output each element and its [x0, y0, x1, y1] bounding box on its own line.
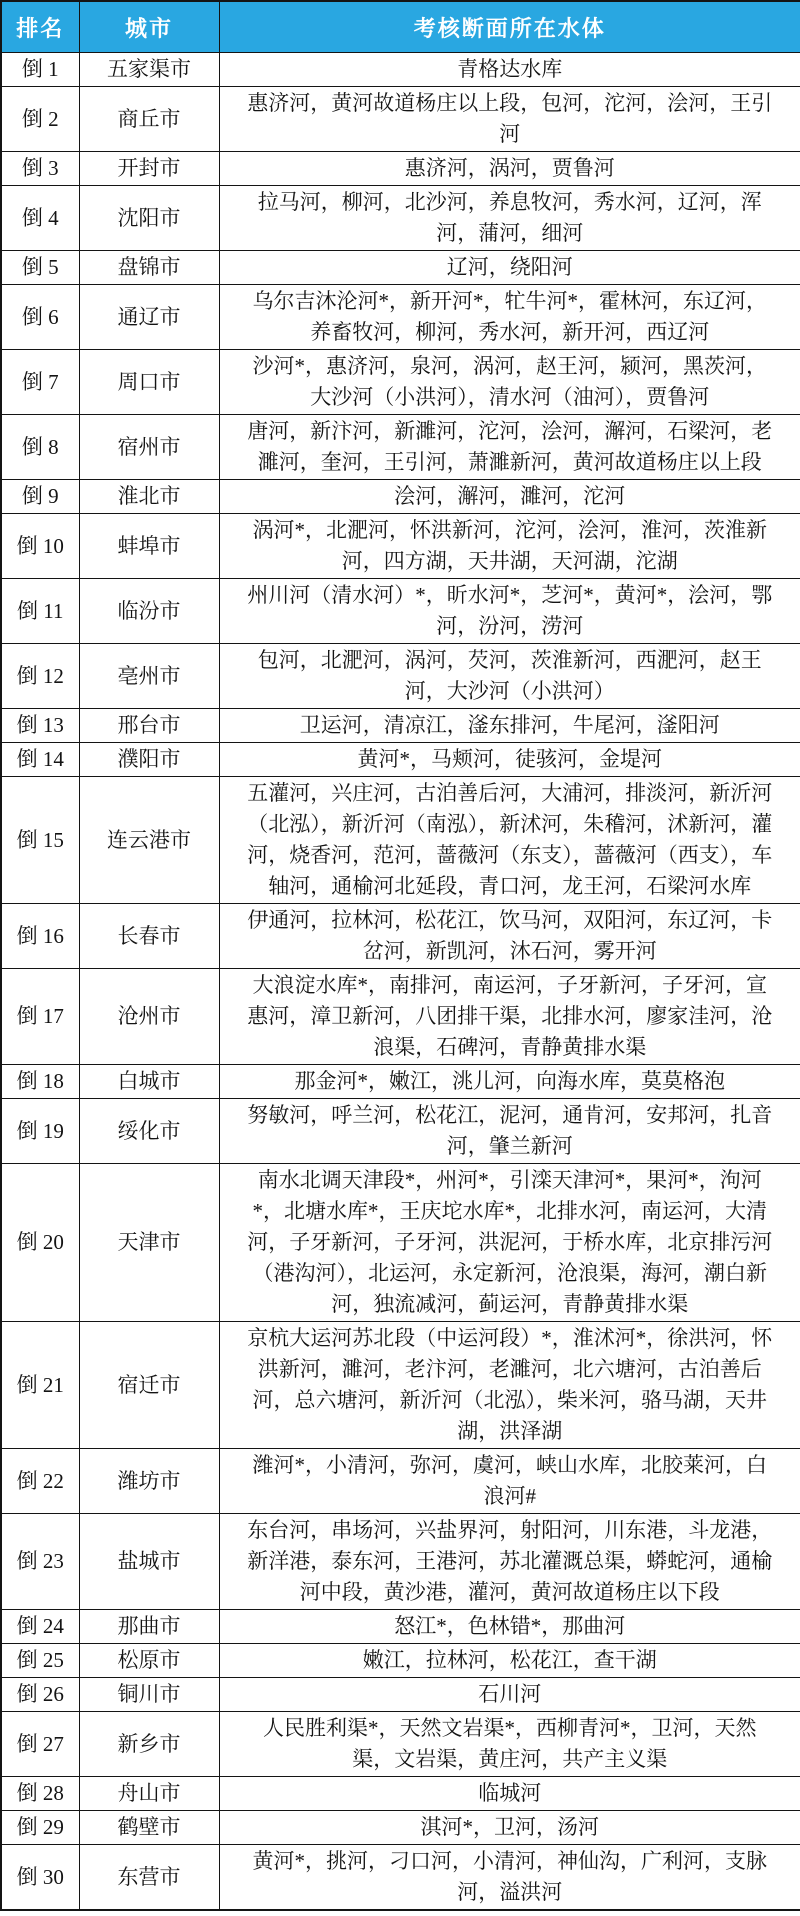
- waters-cell: 辽河，绕阳河: [219, 251, 800, 285]
- table-row: [1, 1811, 800, 1845]
- rank-cell: 倒 17: [1, 969, 79, 1065]
- waters-cell: 包河，北淝河，涡河，芡河，茨淮新河，西淝河，赵王河，大沙河（小洪河）: [219, 644, 800, 709]
- header-row: [1, 1, 800, 53]
- city-cell: 蚌埠市: [79, 514, 219, 579]
- table-row: [1, 415, 800, 480]
- rank-cell: 倒 29: [1, 1811, 79, 1845]
- waters-cell: 黄河*，马颊河，徒骇河，金堤河: [219, 743, 800, 777]
- rank-cell: 倒 12: [1, 644, 79, 709]
- waters-cell: 惠济河，涡河，贾鲁河: [219, 152, 800, 186]
- rank-cell: 倒 13: [1, 709, 79, 743]
- table-row: [1, 285, 800, 350]
- city-cell: 鹤壁市: [79, 1811, 219, 1845]
- header-rank: 排名: [1, 1, 79, 53]
- city-cell: 盐城市: [79, 1514, 219, 1610]
- rank-cell: 倒 7: [1, 350, 79, 415]
- waters-cell: 青格达水库: [219, 53, 800, 87]
- waters-cell: 沙河*，惠济河，泉河，涡河，赵王河，颍河，黑茨河，大沙河（小洪河），清水河（油河），贾鲁河: [219, 350, 800, 415]
- table-row: [1, 1065, 800, 1099]
- city-cell: 连云港市: [79, 777, 219, 904]
- waters-cell: 五灌河，兴庄河，古泊善后河，大浦河，排淡河，新沂河（北泓），新沂河（南泓），新沭河，朱稽河，沭新河，灌河，烧香河，范河，蔷薇河（东支），蔷薇河（西支），车轴河，通榆河北延段，青口河，龙王河，石梁河水库: [219, 777, 800, 904]
- waters-cell: 努敏河，呼兰河，松花江，泥河，通肯河，安邦河，扎音河，肇兰新河: [219, 1099, 800, 1164]
- rank-cell: 倒 21: [1, 1322, 79, 1449]
- city-cell: 邢台市: [79, 709, 219, 743]
- rank-cell: 倒 2: [1, 87, 79, 152]
- waters-cell: 潍河*，小清河，弥河，虞河，峡山水库，北胶莱河，白浪河#: [219, 1449, 800, 1514]
- waters-cell: 嫩江，拉林河，松花江，查干湖: [219, 1644, 800, 1678]
- city-cell: 宿迁市: [79, 1322, 219, 1449]
- city-cell: 淮北市: [79, 480, 219, 514]
- city-cell: 沈阳市: [79, 186, 219, 251]
- table-row: [1, 350, 800, 415]
- city-cell: 亳州市: [79, 644, 219, 709]
- table-row: [1, 969, 800, 1065]
- city-cell: 商丘市: [79, 87, 219, 152]
- waters-cell: 唐河，新汴河，新濉河，沱河，浍河，澥河，石梁河，老濉河，奎河，王引河，萧濉新河，黄河故道杨庄以上段: [219, 415, 800, 480]
- rank-cell: 倒 11: [1, 579, 79, 644]
- rank-cell: 倒 14: [1, 743, 79, 777]
- rank-cell: 倒 18: [1, 1065, 79, 1099]
- city-cell: 新乡市: [79, 1712, 219, 1777]
- city-cell: 松原市: [79, 1644, 219, 1678]
- waters-cell: 临城河: [219, 1777, 800, 1811]
- table-body: [1, 53, 800, 1911]
- city-cell: 宿州市: [79, 415, 219, 480]
- table-row: [1, 1777, 800, 1811]
- rank-cell: 倒 26: [1, 1678, 79, 1712]
- table-row: [1, 1610, 800, 1644]
- rank-cell: 倒 19: [1, 1099, 79, 1164]
- city-cell: 天津市: [79, 1164, 219, 1322]
- waters-cell: 州川河（清水河）*，昕水河*，芝河*，黄河*，浍河，鄂河，汾河，涝河: [219, 579, 800, 644]
- waters-cell: 人民胜利渠*，天然文岩渠*，西柳青河*，卫河，天然渠，文岩渠，黄庄河，共产主义渠: [219, 1712, 800, 1777]
- city-cell: 临汾市: [79, 579, 219, 644]
- city-cell: 五家渠市: [79, 53, 219, 87]
- table-row: [1, 1514, 800, 1610]
- rank-cell: 倒 28: [1, 1777, 79, 1811]
- table-row: [1, 743, 800, 777]
- header-city: 城市: [79, 1, 219, 53]
- city-cell: 潍坊市: [79, 1449, 219, 1514]
- city-cell: 绥化市: [79, 1099, 219, 1164]
- waters-cell: 惠济河，黄河故道杨庄以上段，包河，沱河，浍河，王引河: [219, 87, 800, 152]
- city-cell: 舟山市: [79, 1777, 219, 1811]
- table-row: [1, 709, 800, 743]
- waters-cell: 乌尔吉沐沦河*，新开河*，牤牛河*，霍林河，东辽河，养畜牧河，柳河，秀水河，新开河，西辽河: [219, 285, 800, 350]
- table-row: [1, 514, 800, 579]
- rank-cell: 倒 3: [1, 152, 79, 186]
- table-row: [1, 1644, 800, 1678]
- table-row: [1, 1449, 800, 1514]
- table-row: [1, 1164, 800, 1322]
- table-row: [1, 1845, 800, 1911]
- waters-cell: 淇河*，卫河，汤河: [219, 1811, 800, 1845]
- city-cell: 东营市: [79, 1845, 219, 1911]
- table-row: [1, 1322, 800, 1449]
- table-row: [1, 1678, 800, 1712]
- waters-cell: 南水北调天津段*，州河*，引滦天津河*，果河*，泃河*，北塘水库*，王庆坨水库*，北排水河，南运河，大清河，子牙新河，子牙河，洪泥河，于桥水库，北京排污河（港沟河），北运河，永定新河，沧浪渠，海河，潮白新河，独流减河，蓟运河，青静黄排水渠: [219, 1164, 800, 1322]
- table-header: [1, 1, 800, 53]
- table-row: [1, 251, 800, 285]
- city-cell: 周口市: [79, 350, 219, 415]
- waters-cell: 拉马河，柳河，北沙河，养息牧河，秀水河，辽河，浑河，蒲河，细河: [219, 186, 800, 251]
- waters-cell: 石川河: [219, 1678, 800, 1712]
- waters-cell: 伊通河，拉林河，松花江，饮马河，双阳河，东辽河，卡岔河，新凯河，沐石河，雾开河: [219, 904, 800, 969]
- rank-cell: 倒 5: [1, 251, 79, 285]
- city-cell: 白城市: [79, 1065, 219, 1099]
- waters-cell: 涡河*，北淝河，怀洪新河，沱河，浍河，淮河，茨淮新河，四方湖，天井湖，天河湖，沱湖: [219, 514, 800, 579]
- rank-cell: 倒 6: [1, 285, 79, 350]
- rank-cell: 倒 10: [1, 514, 79, 579]
- rank-cell: 倒 30: [1, 1845, 79, 1911]
- city-cell: 盘锦市: [79, 251, 219, 285]
- rank-cell: 倒 23: [1, 1514, 79, 1610]
- waters-cell: 黄河*，挑河，刁口河，小清河，神仙沟，广利河，支脉河，溢洪河: [219, 1845, 800, 1911]
- rank-cell: 倒 27: [1, 1712, 79, 1777]
- table-row: [1, 904, 800, 969]
- table-row: [1, 186, 800, 251]
- rank-cell: 倒 1: [1, 53, 79, 87]
- rank-cell: 倒 24: [1, 1610, 79, 1644]
- rank-cell: 倒 9: [1, 480, 79, 514]
- table-row: [1, 1712, 800, 1777]
- rank-cell: 倒 4: [1, 186, 79, 251]
- waters-cell: 大浪淀水库*，南排河，南运河，子牙新河，子牙河，宣惠河，漳卫新河，八团排干渠，北排水河，廖家洼河，沧浪渠，石碑河，青静黄排水渠: [219, 969, 800, 1065]
- table-row: [1, 87, 800, 152]
- city-cell: 沧州市: [79, 969, 219, 1065]
- rank-cell: 倒 22: [1, 1449, 79, 1514]
- table-row: [1, 644, 800, 709]
- city-cell: 濮阳市: [79, 743, 219, 777]
- rank-cell: 倒 8: [1, 415, 79, 480]
- waters-cell: 卫运河，清凉江，滏东排河，牛尾河，滏阳河: [219, 709, 800, 743]
- table-row: [1, 152, 800, 186]
- waters-cell: 那金河*，嫩江，洮儿河，向海水库，莫莫格泡: [219, 1065, 800, 1099]
- header-waters: 考核断面所在水体: [219, 1, 800, 53]
- table-row: [1, 53, 800, 87]
- rank-cell: 倒 15: [1, 777, 79, 904]
- waters-cell: 浍河，澥河，濉河，沱河: [219, 480, 800, 514]
- waters-cell: 东台河，串场河，兴盐界河，射阳河，川东港，斗龙港，新洋港，泰东河，王港河，苏北灌溉总渠，蟒蛇河，通榆河中段，黄沙港，灌河，黄河故道杨庄以下段: [219, 1514, 800, 1610]
- table-row: [1, 480, 800, 514]
- waters-cell: 怒江*，色林错*，那曲河: [219, 1610, 800, 1644]
- table-row: [1, 777, 800, 904]
- waters-cell: 京杭大运河苏北段（中运河段）*，淮沭河*，徐洪河，怀洪新河，濉河，老汴河，老濉河，北六塘河，古泊善后河，总六塘河，新沂河（北泓），柴米河，骆马湖，天井湖，洪泽湖: [219, 1322, 800, 1449]
- rank-cell: 倒 25: [1, 1644, 79, 1678]
- rank-cell: 倒 16: [1, 904, 79, 969]
- city-cell: 铜川市: [79, 1678, 219, 1712]
- city-cell: 通辽市: [79, 285, 219, 350]
- city-cell: 那曲市: [79, 1610, 219, 1644]
- rank-cell: 倒 20: [1, 1164, 79, 1322]
- city-cell: 长春市: [79, 904, 219, 969]
- table-row: [1, 1099, 800, 1164]
- city-cell: 开封市: [79, 152, 219, 186]
- table-row: [1, 579, 800, 644]
